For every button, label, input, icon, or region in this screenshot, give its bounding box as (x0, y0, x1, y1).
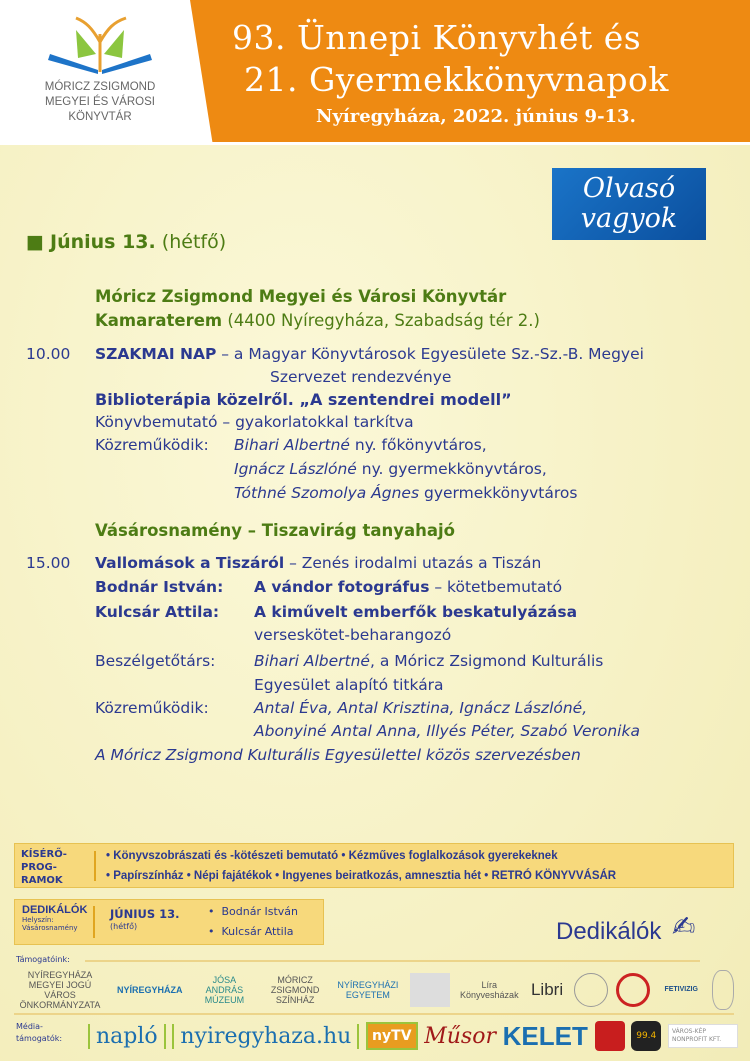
seal-logo (574, 973, 608, 1007)
label-line: támogatók: (16, 1034, 63, 1043)
presenter-2-desc: verseskötet-beharangozó (254, 626, 452, 644)
sponsor-logo: NYÍREGYHÁZI EGYETEM (337, 980, 399, 1000)
presenter-name: Bodnár István: (95, 578, 224, 596)
contributor (234, 460, 547, 478)
radio-logo (595, 1021, 625, 1051)
talk-role-cont: Egyesület alapító titkára (254, 676, 444, 694)
media-label (16, 1021, 62, 1045)
venue1-line1: Móricz Zsigmond Megyei és Városi Könyvtár (95, 287, 507, 306)
presenter-1-book (254, 578, 562, 596)
sponsor-logo: FETIVIZIG (664, 986, 698, 993)
signing-label (22, 904, 87, 932)
signing-author: • Bodnár István (208, 905, 298, 918)
event1-time: 10.00 (26, 345, 71, 363)
media-logos (88, 1018, 738, 1054)
event1-subtitle: Biblioterápia közelről. „A szentendrei modell” (95, 390, 512, 409)
venue2: Vásárosnamény – Tiszavirág tanyahajó (95, 521, 455, 540)
co-organizer-note: A Móricz Zsigmond Kulturális Egyesülettel közös szervezésben (95, 746, 581, 764)
presenter-2-book: A kiművelt emberfők beskatulyázása (254, 603, 578, 621)
contributor-name: Bihari Albertné (234, 436, 350, 454)
sponsor-logo: Líra Könyvesházak (460, 980, 519, 1000)
contributor-role: gyermekkönyvtáros (419, 484, 578, 502)
contributor (234, 436, 487, 454)
badge-line: Olvasó (582, 173, 676, 204)
event-organizer-cont: Szervezet rendezvénye (270, 368, 452, 386)
dedikalok-logo: Dedikálók (556, 918, 662, 945)
title-line-2: 21. Gyermekkönyvnapok (244, 60, 669, 99)
sponsor-logo: Libri (530, 980, 564, 999)
sponsor-logo: JÓSA ANDRÁS MÚZEUM (204, 975, 245, 1005)
media-logo: nyTV (366, 1022, 417, 1050)
side-programs-row: • Könyvszobrászati és -kötészeti bemutató • Kézműves foglalkozások gyerekeknek (106, 850, 558, 862)
contributor (234, 484, 577, 502)
signing-date: JÚNIUS 13. (110, 907, 180, 921)
contributor-role: ny. gyermekkönyvtáros, (356, 460, 547, 478)
media-logo: nyiregyhaza.hu (172, 1024, 359, 1049)
subtitle: Nyíregyháza, 2022. június 9-13. (316, 106, 636, 127)
sponsor-logos (14, 968, 734, 1012)
side-programs-label (21, 848, 67, 887)
square-bullet-icon: ■ (26, 231, 50, 253)
label-line: Média- (16, 1022, 43, 1031)
contributor-name: Ignácz Lászlóné (234, 460, 357, 478)
logo-line: KÖNYVTÁR (68, 111, 132, 123)
event-organizer: – a Magyar Könyvtárosok Egyesülete Sz.-Sz.-B. Megyei (216, 345, 644, 363)
presenter-1 (95, 578, 223, 596)
divider (94, 851, 96, 881)
sponsor-logo: NYÍREGYHÁZA (116, 985, 183, 995)
library-logo-text (25, 80, 175, 125)
event-title: Vallomások a Tiszáról (95, 554, 285, 572)
day-heading (26, 231, 226, 253)
media-logo: KELET (502, 1020, 588, 1051)
media-logo: Műsor (424, 1023, 496, 1049)
place: Vásárosnamény (22, 924, 78, 932)
sponsor-logo: NYÍREGYHÁZA MEGYEI JOGÚ VÁROS ÖNKORMÁNYZATA (19, 970, 101, 1010)
event2-title (95, 554, 541, 572)
event1-desc: Könyvbemutató – gyakorlatokkal tarkítva (95, 413, 414, 431)
contributors-2: Abonyiné Antal Anna, Illyés Péter, Szabó Veronika (254, 722, 640, 740)
event2-time: 15.00 (26, 554, 71, 572)
signing-title: DEDIKÁLÓK (22, 904, 88, 916)
label-line: PROG- (21, 862, 57, 873)
contrib-label: Közreműködik: (95, 436, 209, 454)
side-programs-row: • Papírszínház • Népi fajátékok • Ingyenes beiratkozás, amnesztia hét • RETRÓ KÖNYVVÁSÁR (106, 870, 617, 882)
signing-author: • Kulcsár Attila (208, 925, 294, 938)
media-logo: VÁROS-KÉP NONPROFIT KFT. (668, 1024, 738, 1048)
day-date: Június 13. (50, 231, 156, 253)
sponsor-logo: MÓRICZ ZSIGMOND SZÍNHÁZ (270, 975, 320, 1005)
title-line-1: 93. Ünnepi Könyvhét és (232, 18, 642, 57)
divider (85, 960, 700, 962)
event-desc: – Zenés irodalmi utazás a Tiszán (284, 554, 542, 572)
contrib-label: Közreműködik: (95, 699, 209, 717)
talk-label: Beszélgetőtárs: (95, 652, 216, 670)
label-line: KÍSÉRŐ- (21, 849, 67, 860)
sponsors-label: Támogatóink: (16, 955, 70, 964)
venue1-line2 (95, 311, 540, 330)
logo-line: MEGYEI ÉS VÁROSI (45, 96, 155, 108)
portrait-logo (410, 973, 450, 1007)
book-title: A vándor fotográfus (254, 578, 430, 596)
crest-logo (712, 970, 734, 1010)
label-line: RAMOK (21, 875, 63, 886)
badge-line: vagyok (580, 203, 678, 234)
contributors-1: Antal Éva, Antal Krisztina, Ignácz Lászlóné, (254, 699, 588, 717)
signing-weekday: (hétfő) (110, 922, 138, 931)
divider (93, 906, 95, 938)
talk-partner (254, 652, 603, 670)
logo-line: MÓRICZ ZSIGMOND (44, 81, 156, 93)
contributor-name: Tóthné Szomolya Ágnes (234, 484, 420, 502)
talk-name: Bihari Albertné (254, 652, 370, 670)
seal-logo (616, 973, 650, 1007)
author-name: Kulcsár Attila (221, 925, 294, 938)
writing-hand-icon: ✍ (672, 910, 696, 943)
book-desc: – kötetbemutató (429, 578, 563, 596)
venue-room: Kamaraterem (95, 311, 223, 330)
venue-address: (4400 Nyíregyháza, Szabadság tér 2.) (222, 311, 540, 330)
olvaso-vagyok-badge (552, 168, 706, 240)
media-logo: 99.4 (631, 1021, 661, 1051)
event-title: SZAKMAI NAP (95, 345, 217, 363)
author-name: Bodnár István (221, 905, 298, 918)
library-logo-icon (48, 14, 152, 76)
divider (14, 1013, 734, 1015)
day-weekday: (hétfő) (161, 231, 227, 253)
event1-title (95, 345, 644, 363)
place-label: Helyszín: (22, 916, 54, 924)
talk-role: , a Móricz Zsigmond Kulturális (369, 652, 604, 670)
contributor-role: ny. főkönyvtáros, (349, 436, 487, 454)
media-logo: napló (88, 1024, 166, 1049)
presenter-2-name: Kulcsár Attila: (95, 603, 220, 621)
